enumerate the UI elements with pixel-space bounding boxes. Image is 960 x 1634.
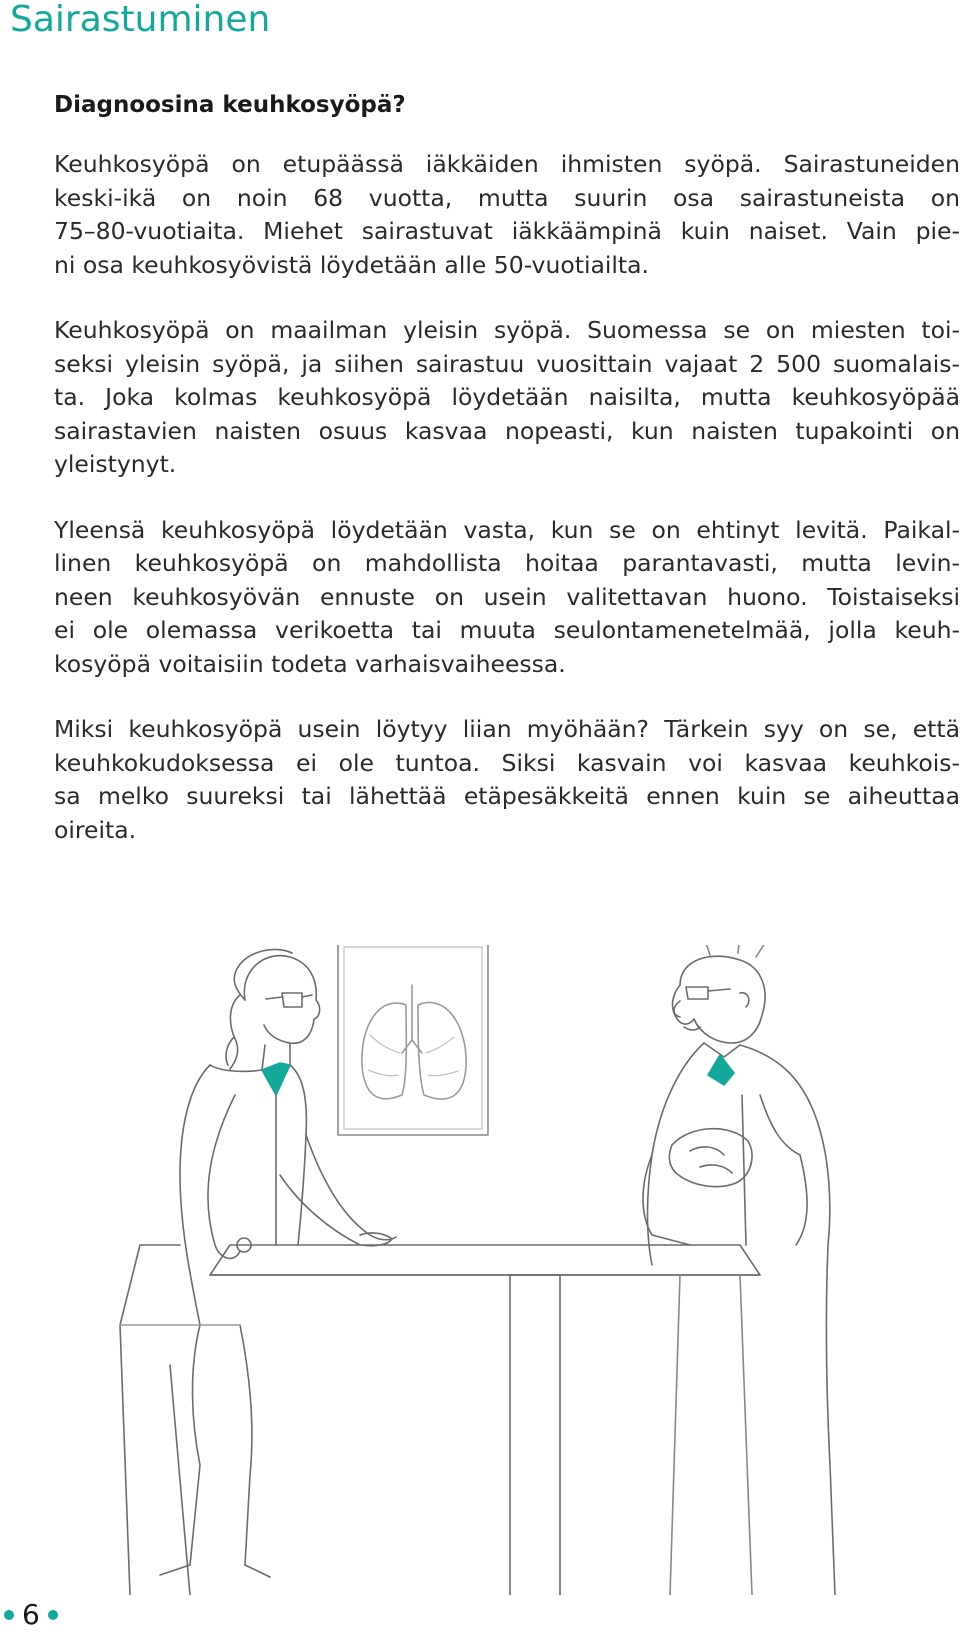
lung-poster [338, 945, 488, 1135]
doctor-figure [120, 949, 396, 1595]
page-number-text: 6 [22, 1598, 40, 1631]
article-heading: Diagnoosina keuhkosyöpä? [54, 92, 406, 118]
paragraph-line: ei ole olemassa verikoetta tai muuta seulontamenetelmää, jolla keuh- [54, 616, 960, 644]
paragraph-line: linen keuhkosyöpä on mahdollista hoitaa parantavasti, mutta levin- [54, 549, 960, 577]
paragraph-line: Keuhkosyöpä on etupäässä iäkkäiden ihmisten syöpä. Sairastuneiden [54, 150, 960, 178]
paragraph-1 [54, 148, 960, 282]
paragraph-line: sairastavien naisten osuus kasvaa nopeasti, kun naisten tupakointi on [54, 416, 960, 445]
paragraph-line: Miksi keuhkosyöpä usein löytyy liian myöhään? Tärkein syy on se, että [54, 715, 960, 743]
patient-figure [643, 945, 835, 1595]
paragraph-line: seksi yleisin syöpä, ja siihen sairastuu vuosittain vajaat 2 500 suomalais- [54, 349, 960, 378]
article-body [54, 88, 960, 879]
doctor-consultation-illustration [40, 945, 950, 1595]
paragraph-line: yleistynyt. [54, 450, 177, 478]
paragraph-line: 75–80-vuotiaita. Miehet sairastuvat iäkkäämpinä kuin naiset. Vain pie- [54, 217, 960, 245]
paragraph-4 [54, 713, 960, 847]
section-title: Sairastuminen [10, 0, 271, 40]
paragraph-line: oireita. [54, 815, 137, 844]
paragraph-line: kosyöpä voitaisiin todeta varhaisvaiheessa. [54, 649, 566, 678]
page-number-dot-right [48, 1610, 58, 1620]
paragraph-line: keuhkokudoksessa ei ole tuntoa. Siksi kasvain voi kasvaa keuhkois- [54, 748, 960, 777]
page-number [4, 1600, 58, 1630]
paragraph-line: ta. Joka kolmas keuhkosyöpä löydetään naisilta, mutta keuhkosyöpää [54, 383, 960, 411]
paragraph-line: Yleensä keuhkosyöpä löydetään vasta, kun se on ehtinyt levitä. Paikal- [54, 515, 960, 544]
desk [210, 1245, 760, 1595]
page-number-dot-left [4, 1610, 14, 1620]
paragraph-line: ni osa keuhkosyövistä löydetään alle 50-vuotiailta. [54, 250, 650, 279]
paragraph-line: Keuhkosyöpä on maailman yleisin syöpä. Suomessa se on miesten toi- [54, 316, 960, 344]
paragraph-line: keski-ikä on noin 68 vuotta, mutta suurin osa sairastuneista on [54, 183, 960, 212]
paragraph-line: neen keuhkosyövän ennuste on usein valitettavan huono. Toistaiseksi [54, 582, 960, 611]
paragraph-3 [54, 514, 960, 682]
paragraph-2 [54, 314, 960, 482]
paragraph-line: sa melko suureksi tai lähettää etäpesäkkeitä ennen kuin se aiheuttaa [54, 782, 960, 810]
